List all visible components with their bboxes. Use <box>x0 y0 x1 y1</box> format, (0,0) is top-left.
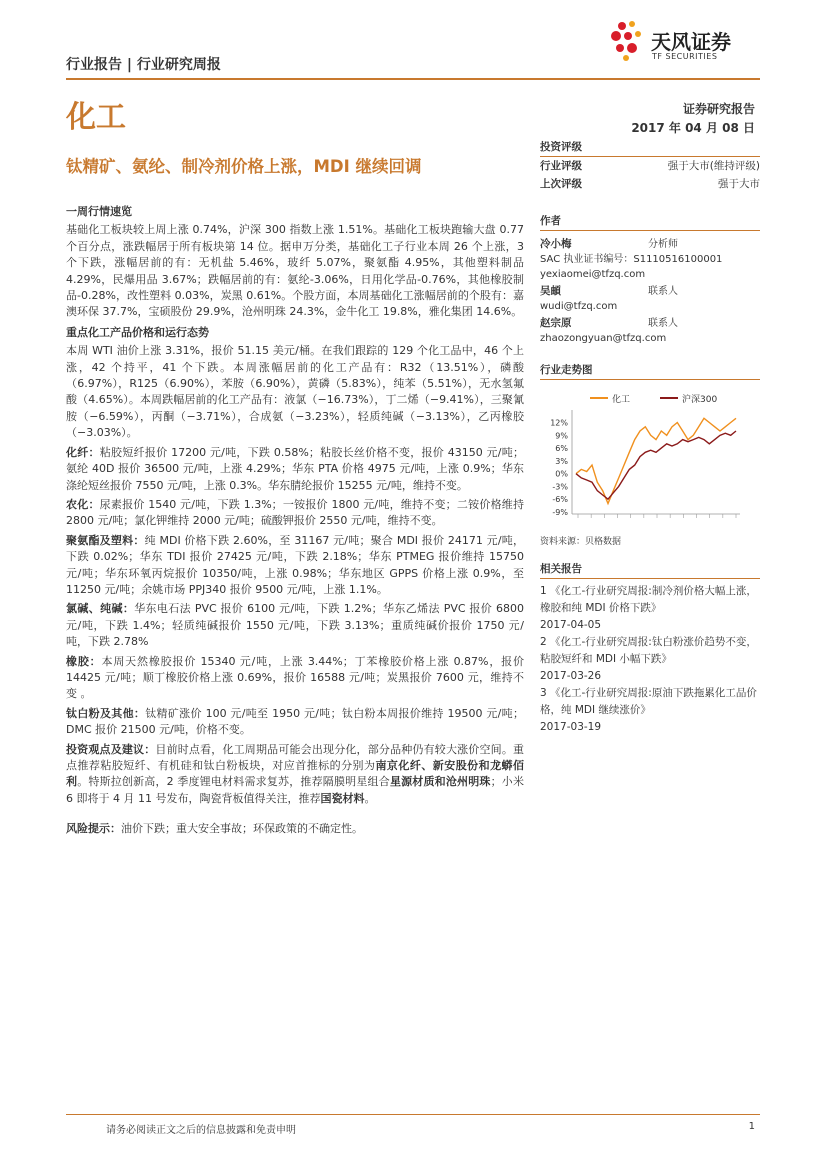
main-body <box>66 200 524 838</box>
report-category: 证券研究报告 <box>682 102 755 116</box>
paragraph-text: 目前时点看，化工周期品可能会出现分化，部分品种仍有较大涨价空间。重点推荐粘胶短纤、有机硅和钛白粉板块，对应首推标的分别为 <box>66 742 525 772</box>
paragraph <box>66 654 524 703</box>
paragraph-text: 钛精矿涨价 100 元/吨至 1950 元/吨；钛白粉本周报价维持 19500 元/吨；DMC 报价 21500 元/吨，价格不变。 <box>66 706 524 737</box>
page-number: 1 <box>748 1121 755 1132</box>
author-cert: SAC 执业证书编号：S1110516100001 <box>540 254 723 265</box>
paragraph <box>66 533 524 599</box>
author-role: 分析师 <box>648 239 678 250</box>
y-tick-label: -6% <box>552 495 568 505</box>
logo-subtitle: TF SECURITIES <box>652 52 718 61</box>
paragraph-text: 尿素报价 1540 元/吨，下跌 1.3%；一铵报价 1800 元/吨，维持不变；二铵价格维持 2800 元/吨；氯化钾维持 2000 元/吨；硫酸钾报价 2550 元/吨，维持不变。 <box>66 497 525 528</box>
author-entry <box>540 316 760 346</box>
risk-warning <box>66 821 524 837</box>
paragraph-label: 化纤： <box>66 445 100 459</box>
paragraph-label: 农化： <box>66 497 100 511</box>
related-report[interactable] <box>540 583 760 634</box>
paragraph <box>66 601 524 650</box>
related-panel <box>540 561 760 736</box>
series-line <box>576 418 736 503</box>
related-report-date: 2017-03-19 <box>540 721 602 733</box>
stock-picks: 国瓷材料 <box>320 791 365 805</box>
y-tick-label: 6% <box>555 444 568 454</box>
author-entry <box>540 284 760 314</box>
industry-trend-chart <box>540 384 760 534</box>
author-name: 吴頔 <box>540 285 561 297</box>
stock-picks: 南京化纤、新安股份和龙蟒佰利 <box>66 759 525 789</box>
rating-key: 上次评级 <box>540 178 582 190</box>
paragraph-label: 聚氨酯及塑料： <box>66 533 145 547</box>
related-report-title[interactable]: 3 《化工-行业研究周报:原油下跌拖累化工品价格，纯 MDI 继续涨价》 <box>540 687 757 716</box>
paragraph-text: 。 <box>364 791 376 805</box>
section-title: 重点化工产品价格和运行态势 <box>66 325 209 339</box>
trend-title: 行业走势图 <box>540 362 760 380</box>
author-panel <box>540 213 760 346</box>
series-line <box>576 431 736 499</box>
author-title: 作者 <box>540 213 760 231</box>
paragraph-text: 粘胶短纤报价 17200 元/吨，下跌 0.58%；粘胶长丝价格不变，报价 43150 元/吨；氨纶 40D 报价 36500 元/吨，上涨 4.29%；华东 PTA 价格 4975 元/吨，上涨 0.9%；华东涤纶短丝报价 7550 元/吨，上涨 0.3%。华东腈纶报价 15255 元/吨，维持不变。 <box>66 445 525 492</box>
paragraph-text: 本周天然橡胶报价 15340 元/吨，上涨 3.44%；丁苯橡胶价格上涨 0.87%，报价 14425 元/吨；顺丁橡胶价格上涨 0.69%，报价 16588 元/吨；炭黑报价 7600 元，维持不变 。 <box>66 654 525 701</box>
related-title: 相关报告 <box>540 561 760 579</box>
related-report-date: 2017-03-26 <box>540 670 602 682</box>
paragraph-text: ；小米 6 即将于 4 月 11 号发布，陶瓷背板值得关注，推荐 <box>66 775 524 805</box>
paragraph <box>66 742 524 808</box>
rating-panel <box>540 139 760 193</box>
industry-title: 化工 <box>66 100 126 135</box>
y-tick-label: 0% <box>555 469 568 479</box>
y-tick-label: 3% <box>555 456 568 466</box>
stock-picks: 星源材质和沧州明珠 <box>389 775 491 789</box>
paragraph-text: 华东电石法 PVC 报价 6100 元/吨，下跌 1.2%；华东乙烯法 PVC 报价 6800 元/吨，下跌 1.4%；轻质纯碱报价 1550 元/吨，下跌 3.13%；重质纯碱价报价 1750 元/吨，下跌 2.78% <box>66 602 525 649</box>
rating-key: 行业评级 <box>540 160 582 172</box>
paragraph <box>66 445 524 494</box>
author-email[interactable]: yexiaomei@tfzq.com <box>540 269 646 280</box>
footer-disclaimer: 请务必阅读正文之后的信息披露和免责申明 <box>106 1125 296 1136</box>
author-name: 赵宗原 <box>540 317 572 329</box>
report-type: 行业报告 | 行业研究周报 <box>66 57 221 73</box>
section-title: 一周行情速览 <box>66 205 132 218</box>
rating-title: 投资评级 <box>540 139 760 157</box>
logo-name: 天风证券 <box>651 30 731 54</box>
author-email[interactable]: wudi@tfzq.com <box>540 301 618 312</box>
paragraph: 基础化工板块较上周上涨 0.74%，沪深 300 指数上涨 1.51%。基础化工板块跑输大盘 0.77 个百分点，涨跌幅居于所有板块第 14 位。据申万分类，基础化工子行业本周 26 个上涨，3 个下跌，涨幅居前的有：无机盐 5.46%，玻纤 5.07%，聚氨酯 4.95%，其他塑料制品 4.29%，民爆用品 3.67%；跌幅居前的有：氨纶-3.06%，日用化学品-0.76%，其他橡胶制品-0.28%，改性塑料 0.03%，炭黑 0.61%。个股方面，本周基础化工涨幅居前的个股有：嘉澳环保 37.7%，宝硕股份 29.9%，沧州明珠 24.3%，金牛化工 19.8%，雅化集团 14.6%。 <box>66 223 524 319</box>
legend-label: 化工 <box>612 395 631 405</box>
author-email[interactable]: zhaozongyuan@tfzq.com <box>540 333 667 344</box>
y-tick-label: 9% <box>555 431 568 441</box>
related-report[interactable] <box>540 634 760 685</box>
footer-divider <box>66 1114 760 1115</box>
chart-source: 资料来源：贝格数据 <box>540 537 622 547</box>
related-report-title[interactable]: 2 《化工-行业研究周报:钛白粉涨价趋势不变，粘胶短纤和 MDI 小幅下跌》 <box>540 636 757 665</box>
paragraph <box>66 497 524 530</box>
paragraph <box>66 706 524 739</box>
report-date: 2017 年 04 月 08 日 <box>631 121 755 135</box>
paragraph-text: 纯 MDI 价格下跌 2.60%，至 31167 元/吨；聚合 MDI 报价 24171 元/吨，下跌 0.02%；华东 TDI 报价 27425 元/吨，下跌 2.18%；华东 PTMEG 报价维持 15750 元/吨；华东环氧丙烷报价 10350/吨，上涨 0.98%；华东地区 GPPS 价格上涨 0.9%，至 11250 元/吨；余姚市场 PPJ340 报价 9500 元/吨，上涨 1.1%。 <box>66 533 524 596</box>
paragraph-label: 氯碱、纯碱： <box>66 602 135 616</box>
author-entry <box>540 237 760 282</box>
y-tick-label: -9% <box>552 508 568 517</box>
paragraph-label: 钛白粉及其他： <box>66 706 146 720</box>
rating-row <box>540 175 760 193</box>
paragraph-label: 投资观点及建议： <box>66 742 156 756</box>
header-divider <box>66 78 760 80</box>
rating-value: 强于大市(维持评级) <box>667 160 760 172</box>
paragraph-label: 风险提示： <box>66 822 121 836</box>
page-title: 钛精矿、氨纶、制冷剂价格上涨，MDI 继续回调 <box>66 157 422 176</box>
paragraph: 本周 WTI 油价上涨 3.31%，报价 51.15 美元/桶。在我们跟踪的 129 个化工品中，46 个上涨，42 个持平，41 个下跌。本周涨幅居前的化工产品有：R32（13.51%），磷酸（6.97%），R125（6.90%），苯胺（6.90%），黄磷（5.83%），纯苯（5.51%），无水氢氟酸（4.65%）。本周跌幅居前的化工产品有：液氯（−16.73%），丁二烯（−9.41%），三聚氰胺（−6.59%），丙酮（−3.71%），合成氨（−3.23%），轻质纯碱（−3.13%），乙丙橡胶（−3.03%）。 <box>66 344 524 440</box>
y-tick-label: 12% <box>550 418 568 428</box>
trend-panel <box>540 362 760 547</box>
paragraph-text: 油价下跌；重大安全事故；环保政策的不确定性。 <box>121 822 363 836</box>
author-role: 联系人 <box>648 286 678 297</box>
rating-value: 强于大市 <box>718 178 760 190</box>
logo-mark-icon <box>608 18 648 64</box>
paragraph-text: 。特斯拉创新高，2 季度锂电材料需求复苏，推荐隔膜明星组合 <box>77 775 390 789</box>
related-report[interactable] <box>540 685 760 736</box>
y-tick-label: -3% <box>552 482 568 492</box>
related-report-date: 2017-04-05 <box>540 619 602 631</box>
rating-row <box>540 157 760 175</box>
author-name: 冷小梅 <box>540 238 572 250</box>
related-report-title[interactable]: 1 《化工-行业研究周报:制冷剂价格大幅上涨，橡胶和纯 MDI 价格下跌》 <box>540 585 757 614</box>
legend-label: 沪深300 <box>682 395 718 405</box>
author-role: 联系人 <box>648 318 678 329</box>
paragraph-label: 橡胶： <box>66 654 102 668</box>
